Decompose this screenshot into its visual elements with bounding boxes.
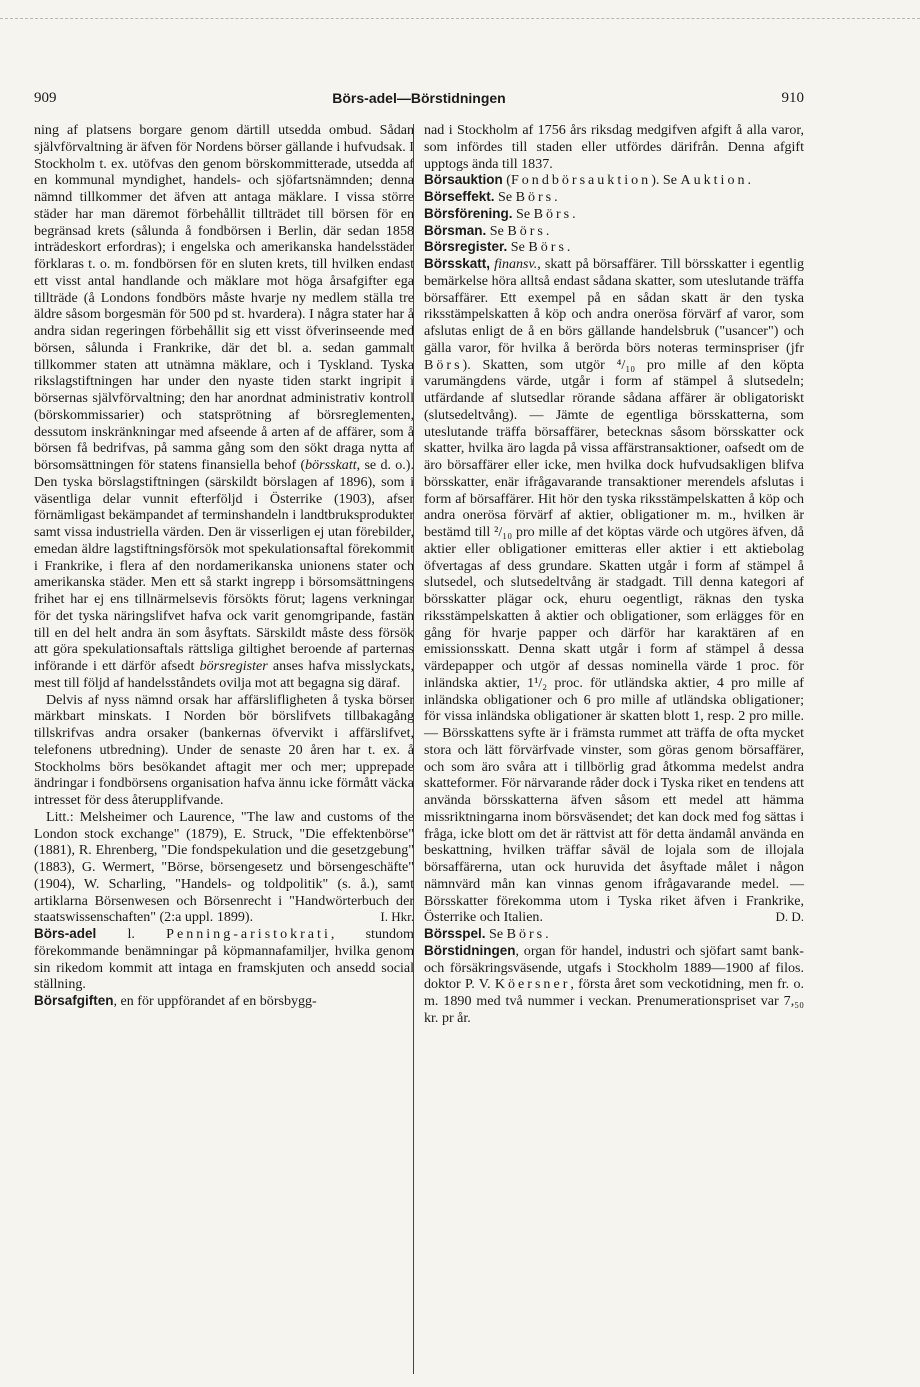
entry-bors-adel xyxy=(34,926,414,993)
left-column xyxy=(34,122,414,1010)
page-header xyxy=(34,90,804,112)
text-run: , organ för handel, industri och sjöfart samt bank- och försäkringsväsende, utgafs i Stockholm 1889—1900 af filos. doktor P. V. xyxy=(424,942,804,993)
spaced-term: Börs xyxy=(507,222,546,239)
text-run: Se xyxy=(494,189,516,205)
text-run: ning af platsens borgare genom därtill utsedda ombud. Sådan självförvaltning är äfven för Nordens börser gällande i hufvudsak. I Stockholm t. ex. utöfvas den genom börskommitterade, utsedda af en kommunal myndighet, handels- och sjöfartsnämnden; denna nämnd tillkommer det äfven att antaga mäklare. I vissa större städer har man däremot förbehållit tillträdet till börsen för en begränsad krets (sålunda å fondbörsen i Berlin, där sedan 1858 inträdeskort erfordras); i engelska och amerikanska handelsstäder förklaras t. o. m. fondbörsen för en sluten krets, till hvilken endast ett visst antal handlande och mäklare mot höga årsafgifter ega tillträde (å Londons fondbörs måste hvarje ny medlem ställa tre äldre såsom borgesmän för 500 pd st. hvardera). I några stater har å andra sidan regeringen förbehållit sig ett visst öfverinseende med börsen, sålunda i Frankrike, där det bl. a. sedan gammalt tillkommer staten att utnämna mäklare, och i Tyskland. Tyska rikslagstiftningen har under den nyaste tiden starkt ingripit i börsernas självförvaltning; den har anordnat administrativ kontroll (börskommissarier) och statsprötning af börsreglementen, dessutom inskränkningar med afseende å arten af de affärer, som å börsen få bedrifvas, på samma gång som den sökt draga nytta af börsomsättningen för statens finansiella behof ( xyxy=(34,122,414,473)
text-run: anses hafva misslyckats, mest till följd af handelsståndets ovilja mot att begagna sig däraf. xyxy=(34,658,414,691)
running-title: Börs-adel—Börstidningen xyxy=(332,90,506,106)
text-run: . xyxy=(554,189,558,205)
text-run: , en för uppförandet af en börsbygg- xyxy=(113,993,317,1009)
text-run: Se xyxy=(512,205,534,222)
entry-borsregister xyxy=(424,239,804,256)
entry-borsman xyxy=(424,223,804,240)
entry-borsforening xyxy=(424,206,804,223)
headword: Börsman. xyxy=(424,222,487,238)
headword: Börsförening. xyxy=(424,205,513,221)
spaced-term: Börs xyxy=(506,926,546,942)
text-run: . xyxy=(566,239,571,256)
page-number-left: 909 xyxy=(34,90,57,106)
italic-reference: börsregister xyxy=(199,658,268,674)
entry-borseffekt xyxy=(424,189,804,206)
headword: Börsauktion xyxy=(424,172,503,188)
headword: Börstidningen xyxy=(424,942,516,958)
text-run: , se d. o.). Den tyska börslagstiftningen (särskildt börslagen af 1896), som i väsentliga delar vunnit efterföljd i Österrike (1903), afser förnämligast bekämpandet af terminshandeln i landtbruksprodukter samt vissa industriella värden. Den är visserligen ej utan förebilder, emedan äldre lagstiftningsförsök mot spekulationsaftal förekommit i Frankrike, i flera af den nordamerikanska unionens stater och amerikanska städer. Men ett så starkt ingrepp i börsomsättningens frihet har ej ens tillnärmelsevis försökts förut; lagens verkningar för det tyska näringslifvet hafva ock varit genomgripande, fastän till en del helt andra än som åsyftats. Särskildt måste dess försök att göra spekulationsaftals rättsliga giltighet beroende af parternas införande i ett därför afsedt xyxy=(34,457,414,674)
paragraph-continuation: nad i Stockholm af 1756 års riksdag medgifven afgift å alla varor, som infördes till staden eller utfördes därifrån. Denna afgift upptogs ända till 1837. xyxy=(424,122,804,172)
headword: Börseffekt. xyxy=(424,189,495,204)
italic-reference: börsskatt xyxy=(305,457,357,473)
text-run: . xyxy=(572,205,576,222)
text-run: l. xyxy=(96,926,167,942)
headword: Börsskatt, xyxy=(424,256,491,271)
entry-borsspel xyxy=(424,926,804,943)
paragraph-borslivets-tillbakagang: Delvis af nyss nämnd orsak har affärslifligheten å tyska börser märkbart minskats. I Norden bör börslifvets tillbakagång tillskrifvas andra orsaker (bankernas öfvervikt i affärslifvet, telefonens utbredning). Under de senaste 20 åren har t. ex. å Stockholms börs besökandet aftagit mer och mer; upprepade ändringar i fondbörsens organisation hafva ännu icke förmått väcka intresset för dess återupplifvande. xyxy=(34,691,414,808)
text-run: Se xyxy=(507,239,529,256)
headword: Börsspel. xyxy=(424,926,486,941)
text-run: . xyxy=(545,926,549,942)
entry-borsauktion xyxy=(424,172,804,189)
headword: Börsregister. xyxy=(424,239,508,255)
text-run: ). Skatten, som utgör ⁴/₁₀ pro mille af den köpta varumängdens värde, utgår i form af stämpel å slutsedeln; utfärdande af slutsedlar rörande sådana affärer är obligatoriskt (slutsedeltvång). — Jämte de egentliga börsskatterna, som uteslutande träffa börsaffärer, betecknas såsom börsskatter ock skatter, hvilka äro lagda på vissa affärstransaktioner, oafsedt om de äro börsaffärer eller icke, men hvilka dock hufvudsakligen blifva börsskatter, enär ifrågavarande transaktioner merendels afslutas i form af börsaffärer. Hit hör den tyska riksstämpelskatten å köp och andra onerösa förvärf af aktier, obligationer m. m., hvilken är bestämd till ²/₁₀ pro mille af det köptas värde och utgöres äfven, då aktier eller obligationer emitteras eller aktier i ett aktiebolag öfvertagas af dess grundare. Skatten utgår i form af stämpel å slutsedel, och slutsedeltvång är stadgadt. Till denna kategori af börsskatter plägar ock, ehuru oegentligt, räknas den tyska riksstämpelskatten å aktier och obligationer, som erlägges för en gång för hvarje papper och därför har karaktären af en emissionsskatt. Denna skatt utgår i form af stämpel å dessa värdepapper och utgör af dessas nominella värde 1 proc. för inländska aktier, 1¹/₂ proc. för utländska aktier, 4 pro mille af inländska obligationer och 6 pro mille af utländska obligationer; för vissa inländska obligationer är skatten blott 1, resp. 2 pro mille. — Börsskattens syfte är i främsta rummet att träffa de ofta mycket stora och lätt förvärfvade vinster, som göras genom börsaffärer, och som äro svåra att i tillbörlig grad åtkomma medelst andra skatteformer. För närvarande råder dock i Tyska riket en tendens att använda börsskatterna äfven såsom ett medel att hämma missriktningarna inom börsväsendet; det kan dock med fog sättas i fråga, icke blott om det är rättvist att för detta ändamål använda en beskattning, hvilken träffar såväl de lojala som de illojala börsaffärerna, utan ock huruvida det åsyftade målet i någon nämnvärd mån kan vinnas genom ifrågavarande medel. — Börsskatter förekomma utom i Tyska riket äfven i Frankrike, Österrike och Italien. xyxy=(424,356,804,926)
headword: Börsafgiften xyxy=(34,993,114,1008)
author-signature: D. D. xyxy=(775,909,804,925)
spaced-term: Börs xyxy=(528,239,567,256)
entry-borstidningen xyxy=(424,943,804,1027)
text-run: ). Se xyxy=(651,172,681,189)
spaced-term: Auktion xyxy=(680,172,748,189)
text-run: Litt.: Melsheimer och Laurence, "The law and customs of the London stock exchange" (1879), E. Struck, "Die effektenbörse" (1881), R. Ehrenberg, "Die fondspekulation und die gesetzgebung" (1883), G. Wermert, "Börse, börsengesetz und börsengeschäfte" (1904), W. Scharling, "Handels- og toldpolitik" (s. å.), samt artiklarna Börsenwesen och Börsenrecht i "Handwörterbuch der staatswissenschaften" (2:a uppl. 1899). xyxy=(34,808,414,926)
text-run: Se xyxy=(485,926,507,942)
italic-domain-label: finansv. xyxy=(490,256,538,272)
spaced-term: Penning-aristokrati xyxy=(166,926,331,942)
scan-edge-line xyxy=(0,18,920,19)
text-run: . xyxy=(545,222,550,239)
text-run: . xyxy=(747,172,752,189)
right-column xyxy=(424,122,804,1027)
page-number-right: 910 xyxy=(781,90,804,106)
spaced-term: Fondbörsauktion xyxy=(510,172,652,189)
spaced-term: Köersner xyxy=(494,976,571,993)
text-run: , skatt på börsaffärer. Till börsskatter i egentlig bemärkelse höra alltså endast sådana skatter, som uteslutande träffa börsaffärer. Ett exempel på en sådan skatt är den tyska riksstämpelskatten å köp och andra onerösa förvärf af varor, som afslutas enligt de å en börs gällande handelsbruk ("usancer") och gälla varor, för hvilka å berörda börs noteras terminspriser (jfr xyxy=(424,256,805,356)
spaced-term: Börs xyxy=(424,356,463,373)
paragraph-borsforvaltning xyxy=(34,122,414,692)
author-signature: I. Hkr. xyxy=(380,909,414,925)
headword: Börs-adel xyxy=(34,926,97,941)
text-run: ( xyxy=(502,172,511,189)
text-run: , första året som veckotidning, men fr. o. m. 1890 med två nummer i veckan. Prenumerationspriset var 7,₅₀ kr. pr år. xyxy=(424,976,804,1026)
text-run: , stundom förekommande benämningar på köpmannafamiljer, hvilka genom sin rikedom kommit att intaga en framskjuten och ansedd social ställning. xyxy=(34,926,414,993)
spaced-term: Börs xyxy=(533,205,573,222)
entry-borsafgiften xyxy=(34,993,414,1010)
text-run: Se xyxy=(486,222,508,239)
entry-borsskatt xyxy=(424,256,804,926)
spaced-term: Börs xyxy=(515,189,555,205)
paragraph-literature xyxy=(34,809,414,926)
